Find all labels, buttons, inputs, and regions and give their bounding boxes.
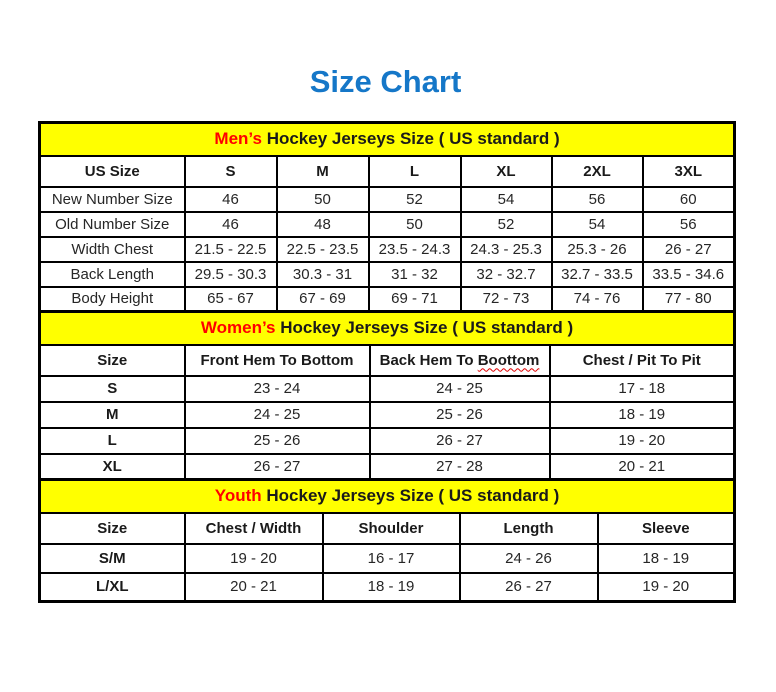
womens-section-header	[40, 312, 735, 345]
cell: 69 - 71	[369, 287, 461, 312]
row-label: Width Chest	[40, 237, 185, 262]
mens-section-header	[40, 123, 735, 156]
cell: 54	[461, 187, 552, 212]
table-row	[40, 454, 735, 480]
table-row	[40, 376, 735, 402]
column-header: M	[277, 156, 369, 187]
cell: 48	[277, 212, 369, 237]
cell: 19 - 20	[598, 573, 735, 602]
cell: 26 - 27	[370, 428, 550, 454]
row-label: L/XL	[40, 573, 185, 602]
cell: 74 - 76	[552, 287, 643, 312]
cell: 32 - 32.7	[461, 262, 552, 287]
row-label: S	[40, 376, 185, 402]
column-header-misspelled	[370, 345, 550, 376]
row-label: Old Number Size	[40, 212, 185, 237]
cell: 23.5 - 24.3	[369, 237, 461, 262]
cell: 25.3 - 26	[552, 237, 643, 262]
row-label: Body Height	[40, 287, 185, 312]
column-header: Size	[40, 513, 185, 544]
cell: 24 - 25	[370, 376, 550, 402]
column-header: 2XL	[552, 156, 643, 187]
table-row	[40, 262, 735, 287]
cell: 77 - 80	[643, 287, 735, 312]
cell: 29.5 - 30.3	[185, 262, 277, 287]
cell: 18 - 19	[598, 544, 735, 573]
row-label: L	[40, 428, 185, 454]
cell: 23 - 24	[185, 376, 370, 402]
row-label: XL	[40, 454, 185, 480]
mens-column-header-row	[40, 156, 735, 187]
column-header: Length	[460, 513, 598, 544]
column-header: S	[185, 156, 277, 187]
size-tables	[38, 121, 733, 603]
cell: 24 - 25	[185, 402, 370, 428]
youth-section-accent: Youth	[214, 486, 262, 506]
table-row	[40, 573, 735, 602]
mens-section-row	[40, 123, 735, 156]
cell: 24 - 26	[460, 544, 598, 573]
womens-section-title: Hockey Jerseys Size ( US standard )	[275, 318, 574, 338]
column-header: 3XL	[643, 156, 735, 187]
cell: 16 - 17	[323, 544, 460, 573]
column-header: Shoulder	[323, 513, 460, 544]
cell: 17 - 18	[550, 376, 735, 402]
cell: 25 - 26	[370, 402, 550, 428]
cell: 18 - 19	[550, 402, 735, 428]
cell: 25 - 26	[185, 428, 370, 454]
column-header: Chest / Pit To Pit	[550, 345, 735, 376]
cell: 19 - 20	[185, 544, 323, 573]
cell: 24.3 - 25.3	[461, 237, 552, 262]
womens-section-row	[40, 312, 735, 345]
row-label: New Number Size	[40, 187, 185, 212]
cell: 21.5 - 22.5	[185, 237, 277, 262]
cell: 56	[552, 187, 643, 212]
row-label: Back Length	[40, 262, 185, 287]
cell: 20 - 21	[185, 573, 323, 602]
table-row	[40, 402, 735, 428]
cell: 32.7 - 33.5	[552, 262, 643, 287]
mens-size-table	[38, 121, 736, 313]
womens-section-accent: Women’s	[200, 318, 276, 338]
youth-column-header-row	[40, 513, 735, 544]
spellcheck-underlined-word: Boottom	[477, 351, 540, 369]
cell: 52	[461, 212, 552, 237]
cell: 26 - 27	[185, 454, 370, 480]
cell: 46	[185, 212, 277, 237]
youth-section-header	[40, 480, 735, 513]
cell: 33.5 - 34.6	[643, 262, 735, 287]
womens-column-header-row	[40, 345, 735, 376]
cell: 26 - 27	[643, 237, 735, 262]
page-title: Size Chart	[309, 64, 462, 99]
youth-section-title: Hockey Jerseys Size ( US standard )	[261, 486, 560, 506]
cell: 31 - 32	[369, 262, 461, 287]
column-header-text: Back Hem To	[379, 351, 478, 369]
mens-section-accent: Men’s	[214, 129, 262, 149]
cell: 20 - 21	[550, 454, 735, 480]
table-row	[40, 212, 735, 237]
column-header: US Size	[40, 156, 185, 187]
table-row	[40, 287, 735, 312]
column-header: Sleeve	[598, 513, 735, 544]
column-header: Chest / Width	[185, 513, 323, 544]
row-label: S/M	[40, 544, 185, 573]
womens-size-table	[38, 310, 736, 481]
column-header: XL	[461, 156, 552, 187]
cell: 72 - 73	[461, 287, 552, 312]
cell: 60	[643, 187, 735, 212]
cell: 54	[552, 212, 643, 237]
cell: 67 - 69	[277, 287, 369, 312]
cell: 18 - 19	[323, 573, 460, 602]
cell: 30.3 - 31	[277, 262, 369, 287]
youth-size-table	[38, 478, 736, 603]
cell: 52	[369, 187, 461, 212]
column-header: L	[369, 156, 461, 187]
cell: 65 - 67	[185, 287, 277, 312]
table-row	[40, 428, 735, 454]
column-header: Size	[40, 345, 185, 376]
youth-section-row	[40, 480, 735, 513]
table-row	[40, 187, 735, 212]
column-header: Front Hem To Bottom	[185, 345, 370, 376]
cell: 26 - 27	[460, 573, 598, 602]
table-row	[40, 544, 735, 573]
cell: 56	[643, 212, 735, 237]
cell: 19 - 20	[550, 428, 735, 454]
cell: 27 - 28	[370, 454, 550, 480]
table-row	[40, 237, 735, 262]
cell: 50	[369, 212, 461, 237]
mens-section-title: Hockey Jerseys Size ( US standard )	[261, 129, 560, 149]
cell: 22.5 - 23.5	[277, 237, 369, 262]
row-label: M	[40, 402, 185, 428]
cell: 50	[277, 187, 369, 212]
cell: 46	[185, 187, 277, 212]
